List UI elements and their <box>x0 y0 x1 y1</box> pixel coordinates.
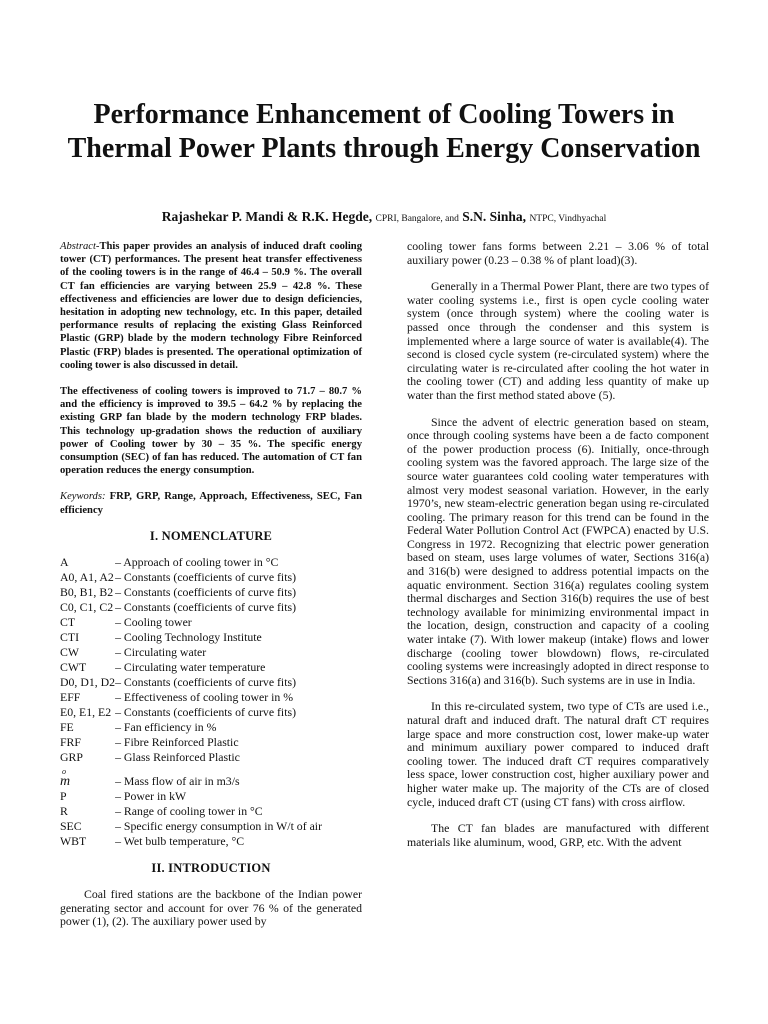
body-paragraph-0: cooling tower fans forms between 2.21 – 3.06 % of total auxiliary power (0.23 – 0.38 % of plant load)(3). <box>407 239 709 267</box>
affiliation-1: CPRI, Bangalore, and <box>375 214 459 224</box>
keywords-label: Keywords: <box>60 491 106 503</box>
abstract-text: This paper provides an analysis of induced draft cooling tower (CT) performances. The present heat transfer effectiveness of the cooling towers is in the range of 46.4 – 50.9 %. The overall CT fan efficiencies are varying between 25.9 – 42.8 %. These effectiveness and efficiencies are lower due to design deficiencies, hesitation in adopting new technology, etc. In this paper, detailed performance results of replacing the existing Glass Reinforced Plastic (GRP) blade by the modern technology Fibre Reinforced Plastic (FRP) blades is presented. The operational optimization of cooling tower is also discussed in detail. <box>60 241 362 371</box>
nomenclature-symbol: WBT <box>60 834 87 849</box>
nomenclature-row <box>60 735 362 750</box>
nomenclature-row <box>60 675 362 690</box>
abstract-paragraph-1 <box>60 240 362 372</box>
abstract-label: Abstract- <box>60 241 100 252</box>
nomenclature-row <box>60 660 362 675</box>
nomenclature-row <box>60 645 362 660</box>
nomenclature-row <box>60 819 362 834</box>
nomenclature-definition: – Constants (coefficients of curve fits) <box>115 675 297 690</box>
nomenclature-definition: – Mass flow of air in m3/s <box>115 774 240 789</box>
nomenclature-symbol: GRP <box>60 750 83 765</box>
nomenclature-row <box>60 600 362 615</box>
keywords-text: FRP, GRP, Range, Approach, Effectiveness, SEC, Fan efficiency <box>60 491 362 516</box>
nomenclature-symbol: P <box>60 789 67 804</box>
nomenclature-symbol: A0, A1, A2 <box>60 570 114 585</box>
nomenclature-symbol: C0, C1, C2 <box>60 600 114 615</box>
nomenclature-row <box>60 750 362 765</box>
nomenclature-symbol: o m <box>60 765 115 789</box>
nomenclature-definition: – Cooling tower <box>115 615 192 630</box>
right-column <box>407 240 709 849</box>
introduction-heading: II. INTRODUCTION <box>151 861 271 876</box>
nomenclature-row <box>60 585 362 600</box>
nomenclature-row <box>60 615 362 630</box>
nomenclature-definition: – Wet bulb temperature, °C <box>115 834 245 849</box>
nomenclature-row <box>60 570 362 585</box>
nomenclature-symbol: EFF <box>60 690 81 705</box>
nomenclature-row <box>60 834 362 849</box>
nomenclature-definition: – Cooling Technology Institute <box>115 630 262 645</box>
nomenclature-symbol: E0, E1, E2 <box>60 705 112 720</box>
nomenclature-symbol: CW <box>60 645 80 660</box>
nomenclature-row <box>60 555 362 570</box>
nomenclature-symbol: D0, D1, D2 <box>60 675 116 690</box>
body-paragraph-3: In this re-circulated system, two type of CTs are used i.e., natural draft and induced draft. The natural draft CT requires large space and more construction cost, lower make-up water and minimum auxiliary power compared to induced draft cooling tower. The induced draft CT requires comparatively less space, lower construction cost, higher auxiliary power and higher water make up. The majority of the CTs are of closed cycle, induced draft CT (using CT fans) with cross airflow. <box>407 699 709 809</box>
nomenclature-symbol: R <box>60 804 68 819</box>
nomenclature-definition: – Circulating water temperature <box>115 660 266 675</box>
author-2: R.K. Hegde, <box>301 209 373 224</box>
nomenclature-row <box>60 804 362 819</box>
nomenclature-symbol: CT <box>60 615 76 630</box>
left-column <box>60 240 362 929</box>
nomenclature-definition: – Approach of cooling tower in °C <box>115 555 279 570</box>
nomenclature-definition: – Constants (coefficients of curve fits) <box>115 585 297 600</box>
nomenclature-symbol: CWT <box>60 660 87 675</box>
paper-title: Performance Enhancement of Cooling Towers in Thermal Power Plants through Energy Conservation <box>67 99 701 164</box>
nomenclature-table <box>60 555 362 849</box>
nomenclature-row <box>60 765 362 789</box>
nomenclature-heading: I. NOMENCLATURE <box>149 528 273 543</box>
nomenclature-symbol: FRF <box>60 735 81 750</box>
body-paragraph-4: The CT fan blades are manufactured with different materials like aluminum, wood, GRP, etc. With the advent <box>407 821 709 849</box>
nomenclature-row <box>60 690 362 705</box>
nomenclature-definition: – Fibre Reinforced Plastic <box>115 735 239 750</box>
nomenclature-definition: – Constants (coefficients of curve fits) <box>115 570 297 585</box>
nomenclature-definition: – Constants (coefficients of curve fits) <box>115 705 297 720</box>
nomenclature-symbol: A <box>60 555 69 570</box>
nomenclature-row <box>60 705 362 720</box>
nomenclature-definition: – Circulating water <box>115 645 207 660</box>
nomenclature-definition: – Constants (coefficients of curve fits) <box>115 600 297 615</box>
author-1: Rajashekar P. Mandi & <box>161 209 299 224</box>
nomenclature-row <box>60 630 362 645</box>
affiliation-2: NTPC, Vindhyachal <box>529 214 607 224</box>
nomenclature-definition: – Fan efficiency in % <box>115 720 217 735</box>
nomenclature-definition: – Effectiveness of cooling tower in % <box>115 690 294 705</box>
introduction-paragraph-1: Coal fired stations are the backbone of the Indian power generating sector and account for over 76 % of the generated power (1), (2). The auxiliary power used by <box>60 887 362 929</box>
body-paragraph-2: Since the advent of electric generation based on steam, once through cooling systems have been a de facto component of the power production process (6). Initially, once-through cooling system was the favored approach. The large size of the source water guarantees cold cooling water temperatures with almost very modest seasonal variation. However, in the early 1970’s, new steam-electric generation began using re-circulated cooling. The primary reason for this trend can be found in the Federal Water Pollution Control Act (FWPCA) enacted by U.S. Congress in 1972. Recognizing that electric power generation based on steam, uses large volumes of water, Sections 316(a) and 316(b) were designed to address potential impacts on the aquatic environment. Section 316(a) regulates cooling system thermal discharges and Section 316(b) requires the use of best technology available for minimizing environmental impact in the location, design, construction and capacity of a cooling water intake (7). With lower makeup (intake) flows and lower discharge (cooling tower blowdown) flows, re-circulated cooling systems were increasingly adopted in direct response to Sections 316(a) and 316(b). Such systems are in use in India. <box>407 414 709 687</box>
nomenclature-symbol: CTI <box>60 630 80 645</box>
author-line <box>40 208 728 228</box>
keywords <box>60 490 362 516</box>
nomenclature-symbol: B0, B1, B2 <box>60 585 114 600</box>
nomenclature-definition: – Specific energy consumption in W/t of air <box>115 819 323 834</box>
nomenclature-symbol: SEC <box>60 819 82 834</box>
author-3: S.N. Sinha, <box>462 209 527 224</box>
nomenclature-definition: – Range of cooling tower in °C <box>115 804 263 819</box>
nomenclature-symbol: FE <box>60 720 74 735</box>
body-paragraph-1: Generally in a Thermal Power Plant, there are two types of water cooling systems i.e., first is open cycle cooling water system (once through system) where the cooling water is passed once through the condenser and this system is implemented where a large source of water is available(4). The second is closed cycle system (re-circulated system) where the circulating water is re-circulated after cooling the hot water in the cooling tower (CT) and adding less quantity of make up water than the first method stated above (5). <box>407 279 709 402</box>
nomenclature-definition: – Power in kW <box>115 789 187 804</box>
nomenclature-row <box>60 720 362 735</box>
nomenclature-row <box>60 789 362 804</box>
abstract-paragraph-2: The effectiveness of cooling towers is improved to 71.7 – 80.7 % and the efficiency is improved to 39.5 – 64.2 % by replacing the existing GRP fan blade by the modern technology FRP blades. This technology up-gradation shows the reduction of auxiliary power of Cooling tower by 30 – 35 %. The specific energy consumption (SEC) of fan has reduced. The automation of CT fan operation reduces the energy consumption. <box>60 386 362 477</box>
nomenclature-definition: – Glass Reinforced Plastic <box>115 750 240 765</box>
